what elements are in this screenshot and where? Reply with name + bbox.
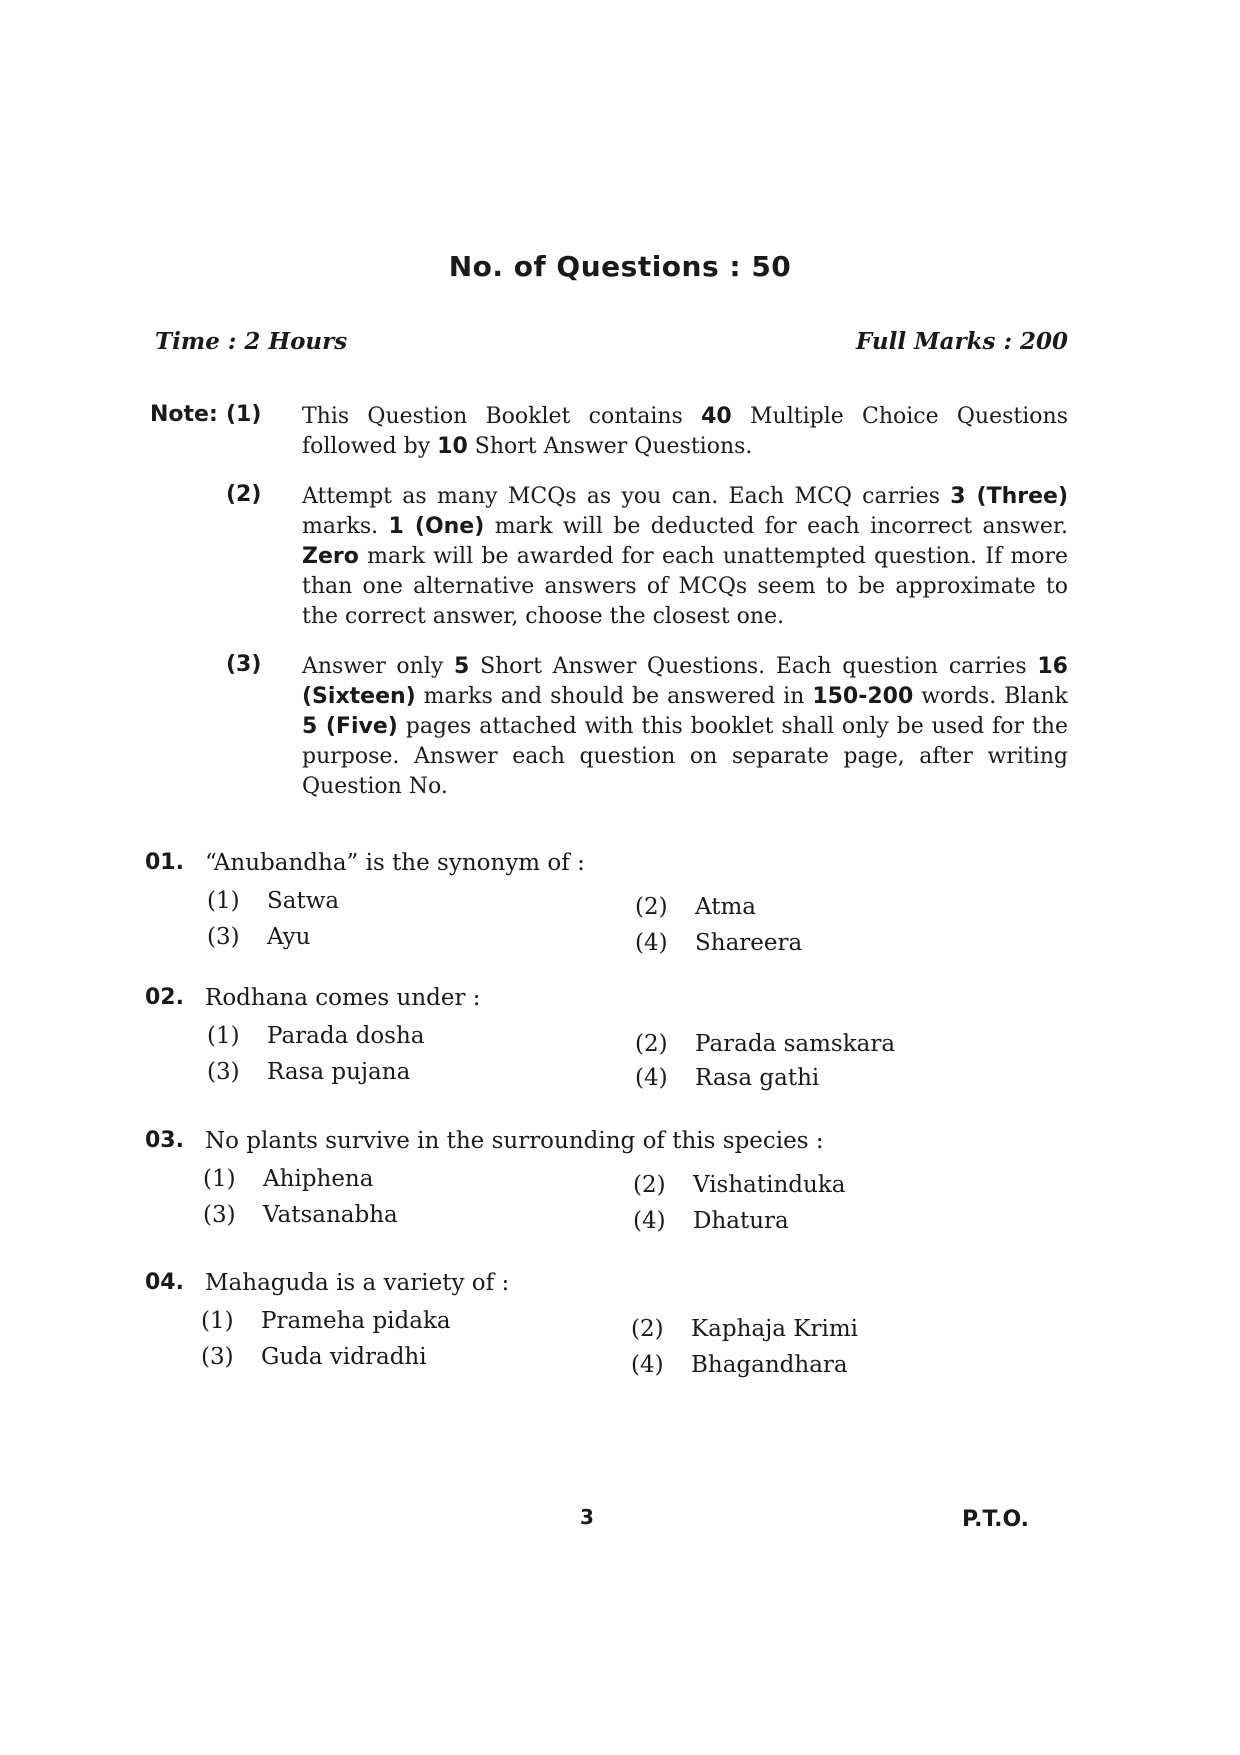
question-text: Rodhana comes under :: [205, 985, 481, 1011]
pto-label: P.T.O.: [962, 1507, 1030, 1532]
note-segment: Multiple Choice Questions followed by: [302, 404, 1068, 459]
question-number: 01.: [145, 850, 184, 875]
note-segment: marks and should be answered in: [415, 684, 813, 709]
note-label: Note:: [150, 402, 218, 427]
question-text: “Anubandha” is the synonym of :: [205, 850, 585, 876]
option-number: (2): [635, 894, 668, 920]
option-number: (4): [631, 1352, 664, 1378]
note-segment: marks.: [302, 514, 389, 539]
note-emphasis: 3 (Three): [950, 484, 1069, 509]
option: [203, 1202, 398, 1228]
option-number: (2): [631, 1316, 664, 1342]
option-number: (2): [633, 1172, 666, 1198]
option-text: Parada dosha: [267, 1023, 425, 1049]
question-text: No plants survive in the surrounding of this species :: [205, 1128, 824, 1154]
option-text: Dhatura: [693, 1208, 789, 1234]
option-text: Shareera: [695, 930, 803, 956]
note-segment: This Question Booklet contains: [302, 404, 702, 429]
note-text: [302, 652, 1068, 802]
note-number: (2): [226, 482, 262, 507]
option-text: Guda vidradhi: [261, 1344, 427, 1370]
note-emphasis: 16 (Sixteen): [302, 654, 1068, 709]
option: [201, 1308, 451, 1334]
note-emphasis: Zero: [302, 544, 359, 569]
note-emphasis: 5: [454, 654, 470, 679]
option-number: (3): [207, 924, 240, 950]
option-text: Ayu: [267, 924, 311, 950]
option: [207, 924, 310, 950]
option-number: (1): [207, 888, 240, 914]
option: [207, 1023, 425, 1049]
option-number: (3): [201, 1344, 234, 1370]
option: [631, 1352, 848, 1378]
option-text: Vishatinduka: [693, 1172, 846, 1198]
note-number: (3): [226, 652, 262, 677]
page-title: No. of Questions : 50: [448, 250, 792, 283]
note-segment: Answer only: [302, 654, 455, 679]
note-segment: Attempt as many MCQs as you can. Each MCQ carries: [302, 484, 951, 509]
note-segment: Short Answer Questions.: [467, 434, 753, 459]
time-label: Time : 2 Hours: [155, 328, 348, 355]
option-text: Vatsanabha: [263, 1202, 398, 1228]
note-segment: mark will be deducted for each incorrect answer.: [484, 514, 1069, 539]
option-text: Kaphaja Krimi: [691, 1316, 858, 1342]
question-number: 03.: [145, 1128, 184, 1153]
option-text: Rasa pujana: [267, 1059, 411, 1085]
option-text: Atma: [695, 894, 756, 920]
option-text: Bhagandhara: [691, 1352, 848, 1378]
option-text: Ahiphena: [263, 1166, 374, 1192]
option: [631, 1316, 858, 1342]
note-segment: pages attached with this booklet shall only be used for the purpose. Answer each question on separate page, after writing Question No.: [302, 714, 1068, 799]
option-text: Parada samskara: [695, 1031, 896, 1057]
option-number: (2): [635, 1031, 668, 1057]
option-text: Satwa: [267, 888, 340, 914]
option: [207, 888, 339, 914]
option-number: (3): [203, 1202, 236, 1228]
option: [633, 1208, 789, 1234]
option: [635, 1065, 819, 1091]
note-emphasis: 1 (One): [388, 514, 485, 539]
question-text: Mahaguda is a variety of :: [205, 1270, 510, 1296]
option: [633, 1172, 846, 1198]
note-segment: words. Blank: [913, 684, 1069, 709]
option-number: (4): [635, 1065, 668, 1091]
note-segment: mark will be awarded for each unattempted question. If more than one alternative answers of MCQs seem to be approximate to the correct answer, choose the closest one.: [302, 544, 1068, 629]
option-number: (4): [633, 1208, 666, 1234]
question-number: 02.: [145, 985, 184, 1010]
note-number: (1): [226, 402, 262, 427]
option-number: (3): [207, 1059, 240, 1085]
note-text: [302, 402, 1068, 462]
note-emphasis: 150-200: [812, 684, 914, 709]
option-text: Prameha pidaka: [261, 1308, 451, 1334]
option: [201, 1344, 427, 1370]
note-emphasis: 5 (Five): [302, 714, 398, 739]
option: [203, 1166, 373, 1192]
option-number: (1): [203, 1166, 236, 1192]
option-number: (1): [201, 1308, 234, 1334]
option-number: (4): [635, 930, 668, 956]
note-segment: Short Answer Questions. Each question carries: [469, 654, 1038, 679]
page-number: 3: [580, 1505, 594, 1529]
note-emphasis: 40: [701, 404, 732, 429]
option: [635, 894, 756, 920]
option-text: Rasa gathi: [695, 1065, 820, 1091]
question-number: 04.: [145, 1270, 184, 1295]
note-emphasis: 10: [437, 434, 468, 459]
option: [635, 930, 802, 956]
option-number: (1): [207, 1023, 240, 1049]
full-marks-label: Full Marks : 200: [855, 328, 1068, 355]
option: [635, 1031, 895, 1057]
option: [207, 1059, 410, 1085]
note-text: [302, 482, 1068, 632]
